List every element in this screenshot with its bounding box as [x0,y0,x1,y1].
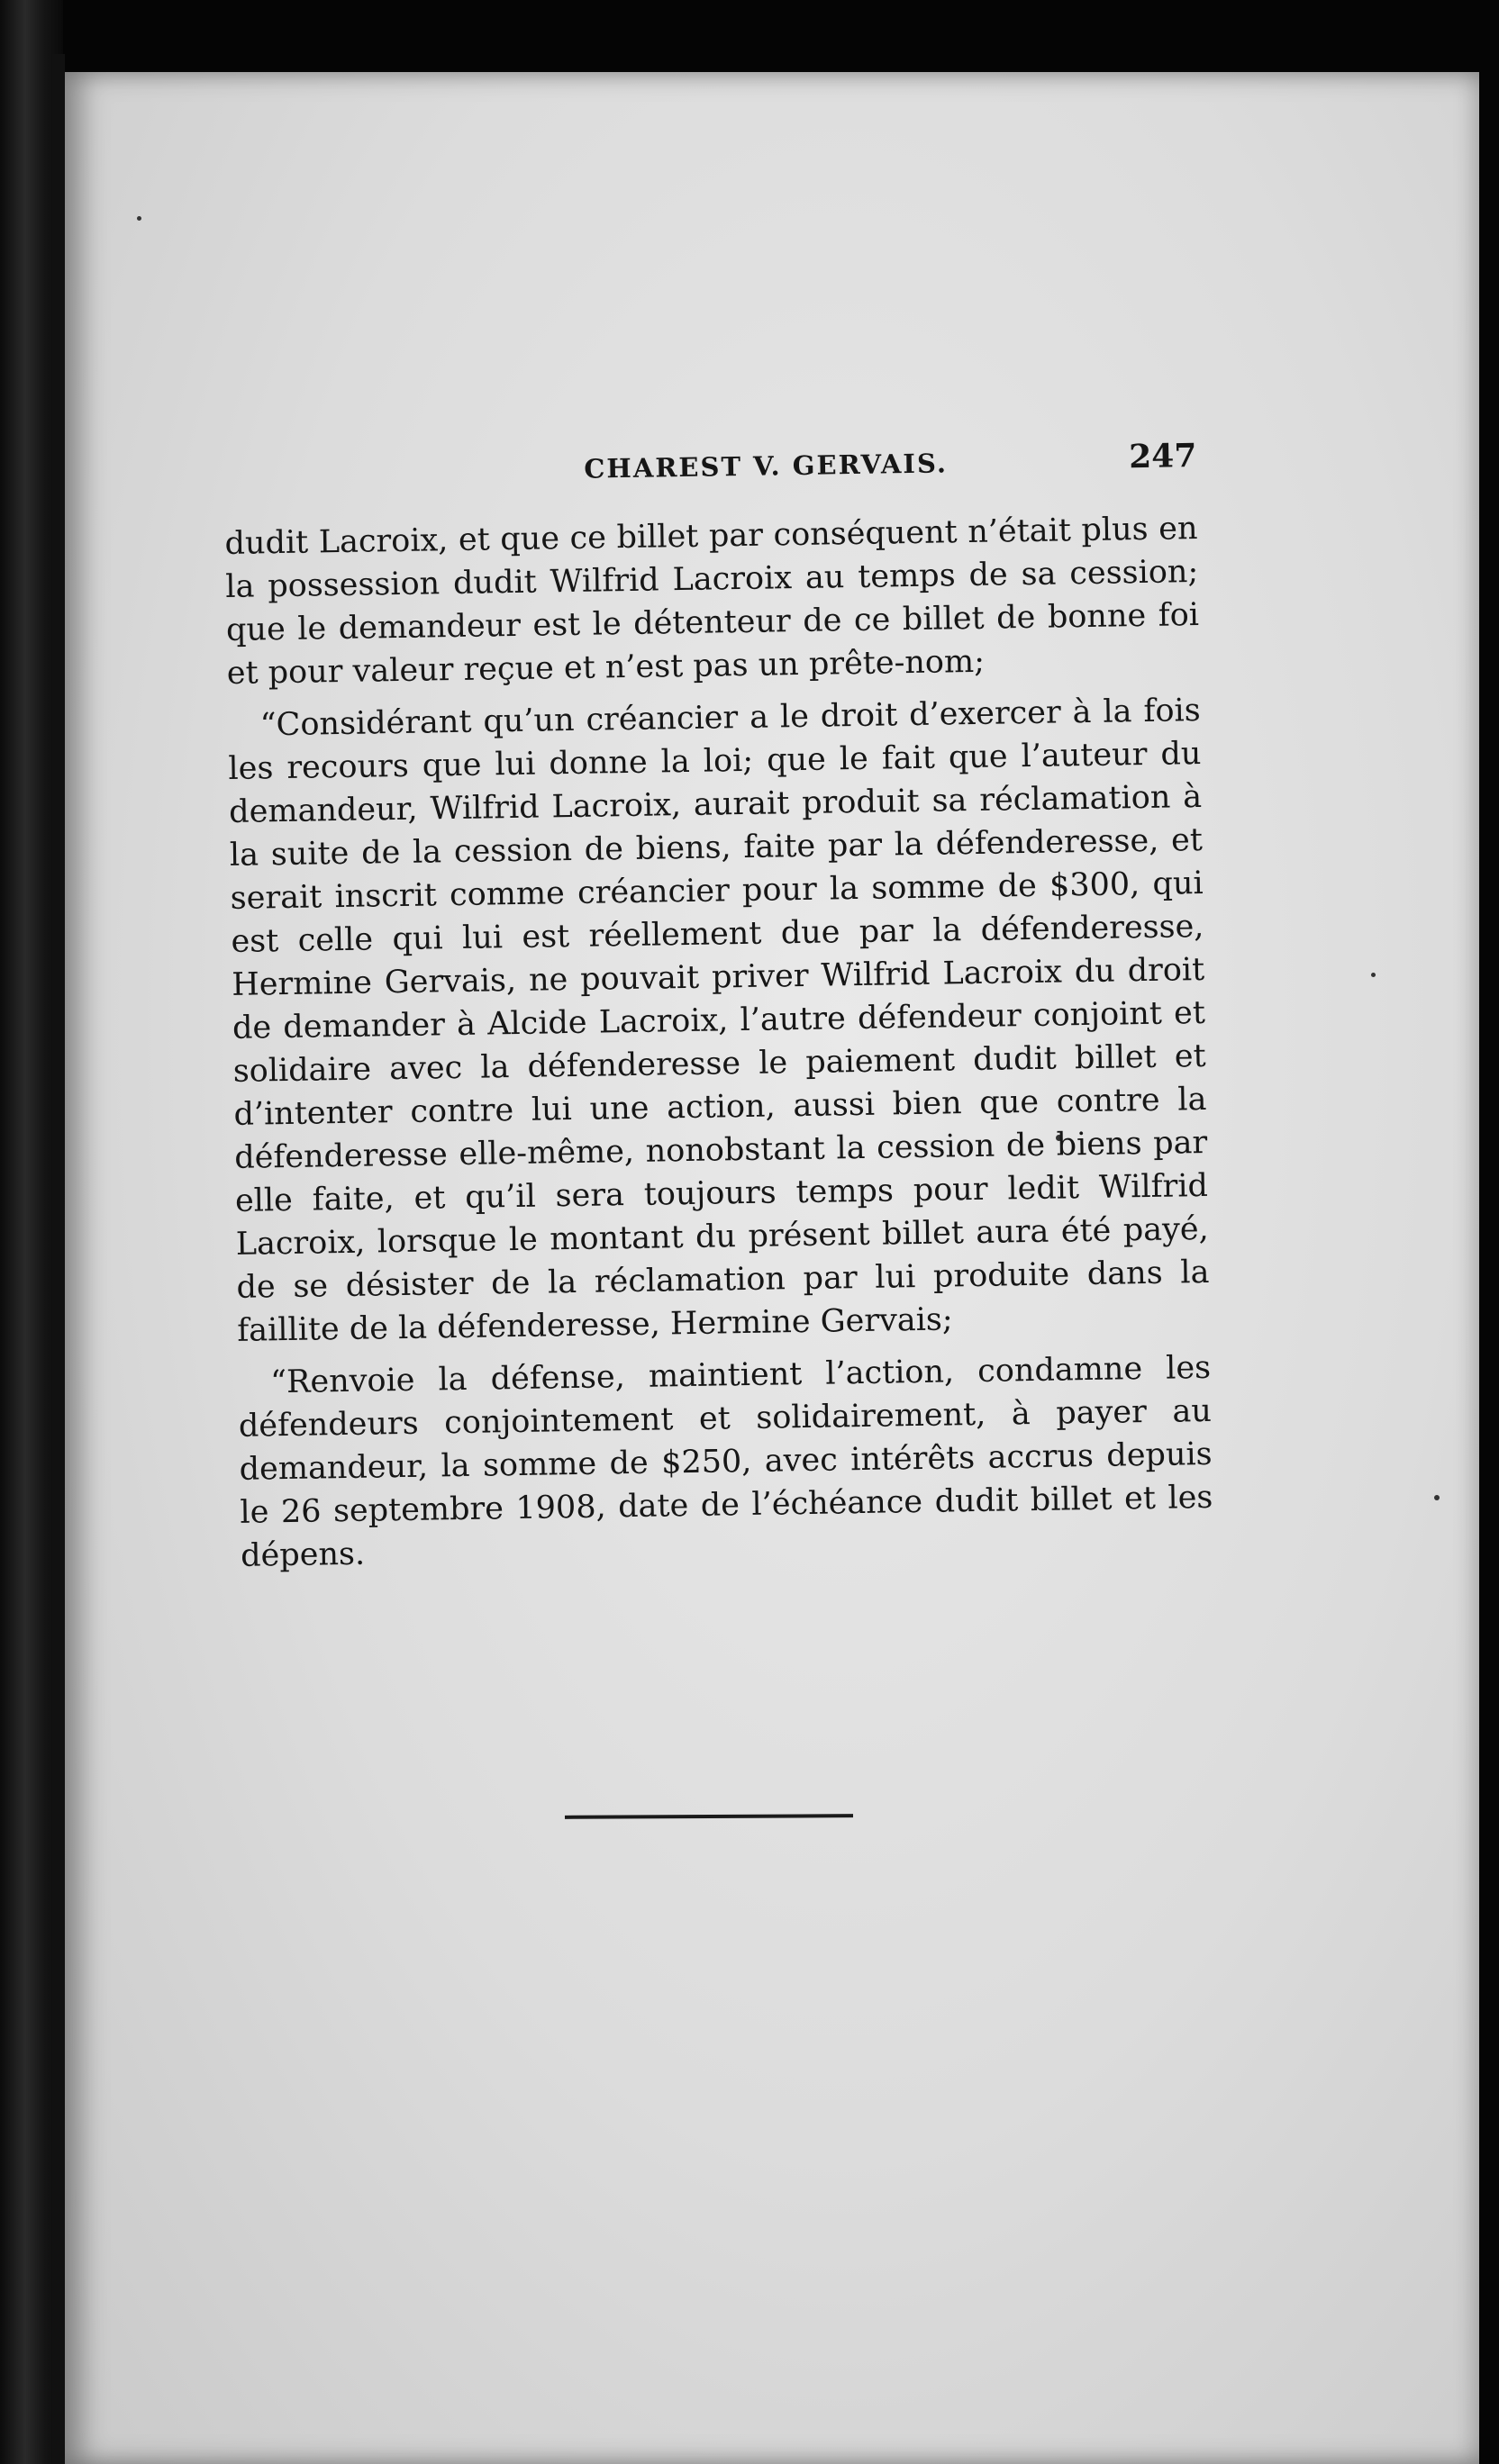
running-title: CHAREST V. GERVAIS. [584,448,949,485]
paragraph-considerant: “Considérant qu’un créancier a le droit d’exercer à la fois les recours que lui donne la loi; que le fait que l’auteur du demandeur, Wilfrid Lacroix, aurait produit sa réclamation à la suite de la cession de biens, faite par la défenderesse, et serait inscrit comme créancier pour la somme de $300, qui est celle qui lui est réellement due par la défenderesse, Hermine Gervais, ne pouvait priver Wilfrid Lacroix du droit de demander à Alcide Lacroix, l’autre défendeur conjoint et solidaire avec la défenderesse le paiement dudit billet et d’intenter contre lui une action, aussi bien que contre la défenderesse elle-même, nonobstant la cession de biens par elle faite, et qu’il sera toujours temps pour ledit Wilfrid Lacroix, lorsque le montant du présent billet aura été payé, de se désister de la réclamation par lui produite dans la faillite de la défenderesse, Hermine Gervais; [228,692,1210,1349]
paper-speck [137,216,141,221]
book-page [65,72,1479,2464]
paper-speck [1434,1495,1440,1500]
paragraph-continuation: dudit Lacroix, et que ce billet par conséquent n’était plus en la possession dudit Wilfrid Lacroix au temps de sa cession; que le demandeur est le détenteur de ce billet de bonne foi et pour valeur reçue et n’est pas un prête-nom; [224,511,1200,692]
page-text-block [223,381,1213,1578]
body-text [224,507,1213,1578]
paragraph-renvoie: “Renvoie la défense, maintient l’action, condamne les défendeurs conjointement et solidairement, à payer au demandeur, la somme de $250, avec intérêts accrus depuis le 26 septembre 1908, date de l’échéance dudit billet et les dépens. [238,1349,1213,1574]
section-end-rule [565,1814,853,1819]
paper-speck [1371,973,1376,977]
page-edge-line [52,54,65,2464]
page-number: 247 [1128,437,1197,476]
running-head [223,381,1197,485]
